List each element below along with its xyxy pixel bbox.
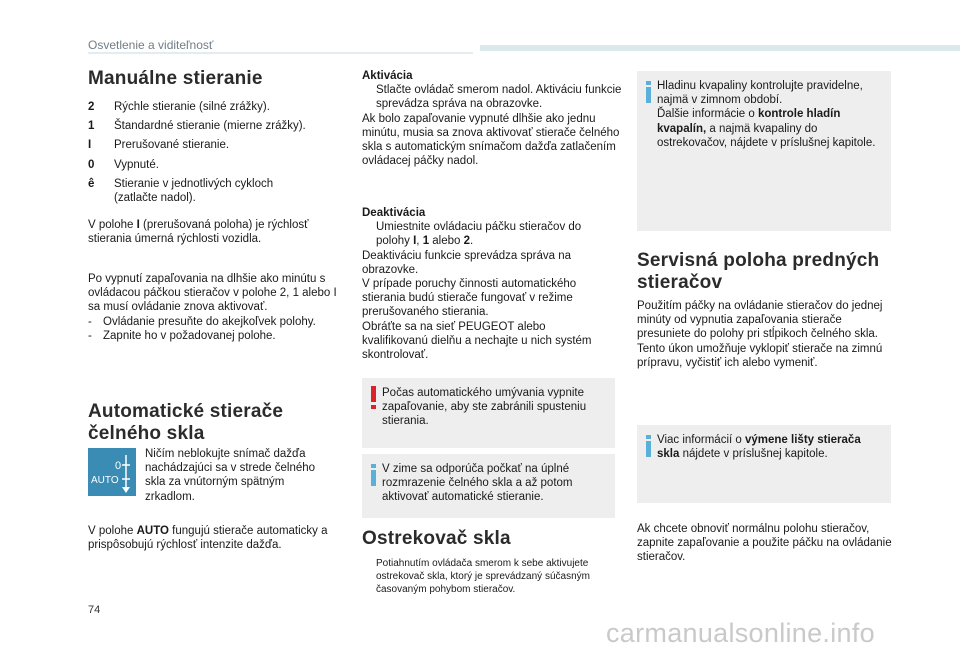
washer-title: Ostrekovač skla bbox=[362, 528, 511, 549]
deactivation-section: Deaktivácia Umiestnite ovládaciu páčku stieračov do polohy I, 1 alebo 2. Deaktiváciu funkcie sprevádza správa na obrazovke. V prípade poruchy činnosti automatického stierania budú stierače fungovať v režime prerušovaného stierania. Obráťte sa na sieť PEUGEOT alebo kvalifikovanú dielňu a nechajte u nich systém skontrolovať. bbox=[362, 206, 612, 362]
bullet-icon bbox=[362, 220, 376, 248]
deactivation-title: Deaktivácia bbox=[362, 207, 426, 219]
auto-lever-icon bbox=[88, 448, 136, 496]
list-item: 2 Rýchle stieranie (silné zrážky). bbox=[88, 101, 270, 113]
svg-text:AUTO: AUTO bbox=[91, 475, 119, 486]
list-item: ê Stieranie v jednotlivých cykloch (zatlačte nadol). bbox=[88, 177, 274, 205]
fluid-level-info-box: Hladinu kvapaliny kontrolujte pravidelne, najmä v zimnom období. Ďalšie informácie o kontrole hladín kvapalín, a najmä kvapaliny do ostrekovačov, nájdete v príslušnej kapitole. bbox=[637, 71, 891, 231]
intermittent-paragraph: V polohe I (prerušovaná poloha) je rýchlosť stierania úmerná rýchlosti vozidla. bbox=[88, 219, 309, 246]
wiper-position-list bbox=[88, 100, 343, 210]
service-position-text: Použitím páčky na ovládanie stieračov do jednej minúty od vypnutia zapaľovania stierače presuniete do polohy pri stĺpikoch čelného skla. Tento úkon umožňuje vyklopiť stierače na zimnú prípravu, vyčistiť ich alebo vymeniť. bbox=[637, 300, 883, 369]
info-icon bbox=[368, 464, 379, 486]
list-item: Stlačte ovládač smerom nadol. Aktiváciu funkcie sprevádza správa na obrazovke. bbox=[362, 83, 622, 111]
auto-wipers-title: Automatické stierače čelného skla bbox=[88, 401, 284, 444]
activation-section: Aktivácia Stlačte ovládač smerom nadol. Aktiváciu funkcie sprevádza správa na obrazovke. Ak bolo zapaľovanie vypnuté dlhšie ako jednu minútu, musia sa znova aktivovať stierače čelného skla s automatickým snímačom dažďa zatlačením ovládacej páčky nadol. bbox=[362, 70, 622, 168]
section-header: Osvetlenie a viditeľnosť bbox=[88, 38, 214, 52]
list-item: - Ovládanie presuňte do akejkoľvek polohy. bbox=[88, 316, 316, 328]
svg-text:0: 0 bbox=[115, 460, 122, 472]
blade-replacement-info-box: Viac informácií o výmene lišty stierača skla nájdete v príslušnej kapitole. bbox=[637, 425, 891, 503]
watermark: carmanualsonline.info bbox=[606, 618, 875, 648]
list-item: Umiestnite ovládaciu páčku stieračov do polohy I, 1 alebo 2. bbox=[362, 220, 612, 248]
reactivation-paragraph: Po vypnutí zapaľovania na dlhšie ako minútu s ovládacou páčkou stieračov v polohe 2, 1 alebo I sa musí ovládanie znova aktivovať. bbox=[88, 273, 337, 314]
auto-mode-paragraph: V polohe AUTO fungujú stierače automaticky a prispôsobujú rýchlosť intenzite dažďa. bbox=[88, 525, 328, 552]
rain-sensor-text: Ničím neblokujte snímač dažďa nachádzajúci sa v strede čelného skla za vnútorným spätným zrkadlom. bbox=[145, 448, 316, 503]
list-item: - Zapnite ho v požadovanej polohe. bbox=[88, 330, 276, 343]
restore-position-text: Ak chcete obnoviť normálnu polohu stieračov, zapnite zapaľovanie a použite páčku na ovládanie stieračov. bbox=[637, 523, 892, 564]
header-accent-bar bbox=[480, 45, 960, 51]
page-number: 74 bbox=[88, 604, 101, 616]
manual-wiping-title: Manuálne stieranie bbox=[88, 68, 263, 89]
winter-info-box: V zime sa odporúča počkať na úplné rozmrazenie čelného skla a až potom aktivovať automatické stieranie. bbox=[362, 454, 615, 518]
header-divider bbox=[88, 52, 473, 54]
bullet-icon bbox=[362, 83, 376, 111]
info-icon bbox=[643, 435, 654, 457]
warning-box: Počas automatického umývania vypnite zapaľovanie, aby ste zabránili spusteniu stierania. bbox=[362, 378, 615, 448]
service-position-title: Servisná poloha predných stieračov bbox=[637, 250, 880, 293]
washer-instruction: Potiahnutím ovládača smerom k sebe aktivujete ostrekovač skla, ktorý je sprevádzaný súčasným časovaným pohybom stieračov. bbox=[362, 557, 620, 596]
warning-icon bbox=[368, 386, 379, 410]
list-item: 1 Štandardné stieranie (mierne zrážky). bbox=[88, 120, 306, 133]
auto-wiper-icon bbox=[88, 448, 136, 496]
activation-title: Aktivácia bbox=[362, 70, 413, 82]
down-arrow-symbol: ê bbox=[88, 177, 95, 190]
info-icon bbox=[643, 81, 654, 103]
list-item: 0 Vypnuté. bbox=[88, 158, 159, 171]
reactivation-steps bbox=[88, 315, 343, 343]
bullet-icon bbox=[362, 557, 376, 596]
list-item: I Prerušované stieranie. bbox=[88, 139, 230, 152]
